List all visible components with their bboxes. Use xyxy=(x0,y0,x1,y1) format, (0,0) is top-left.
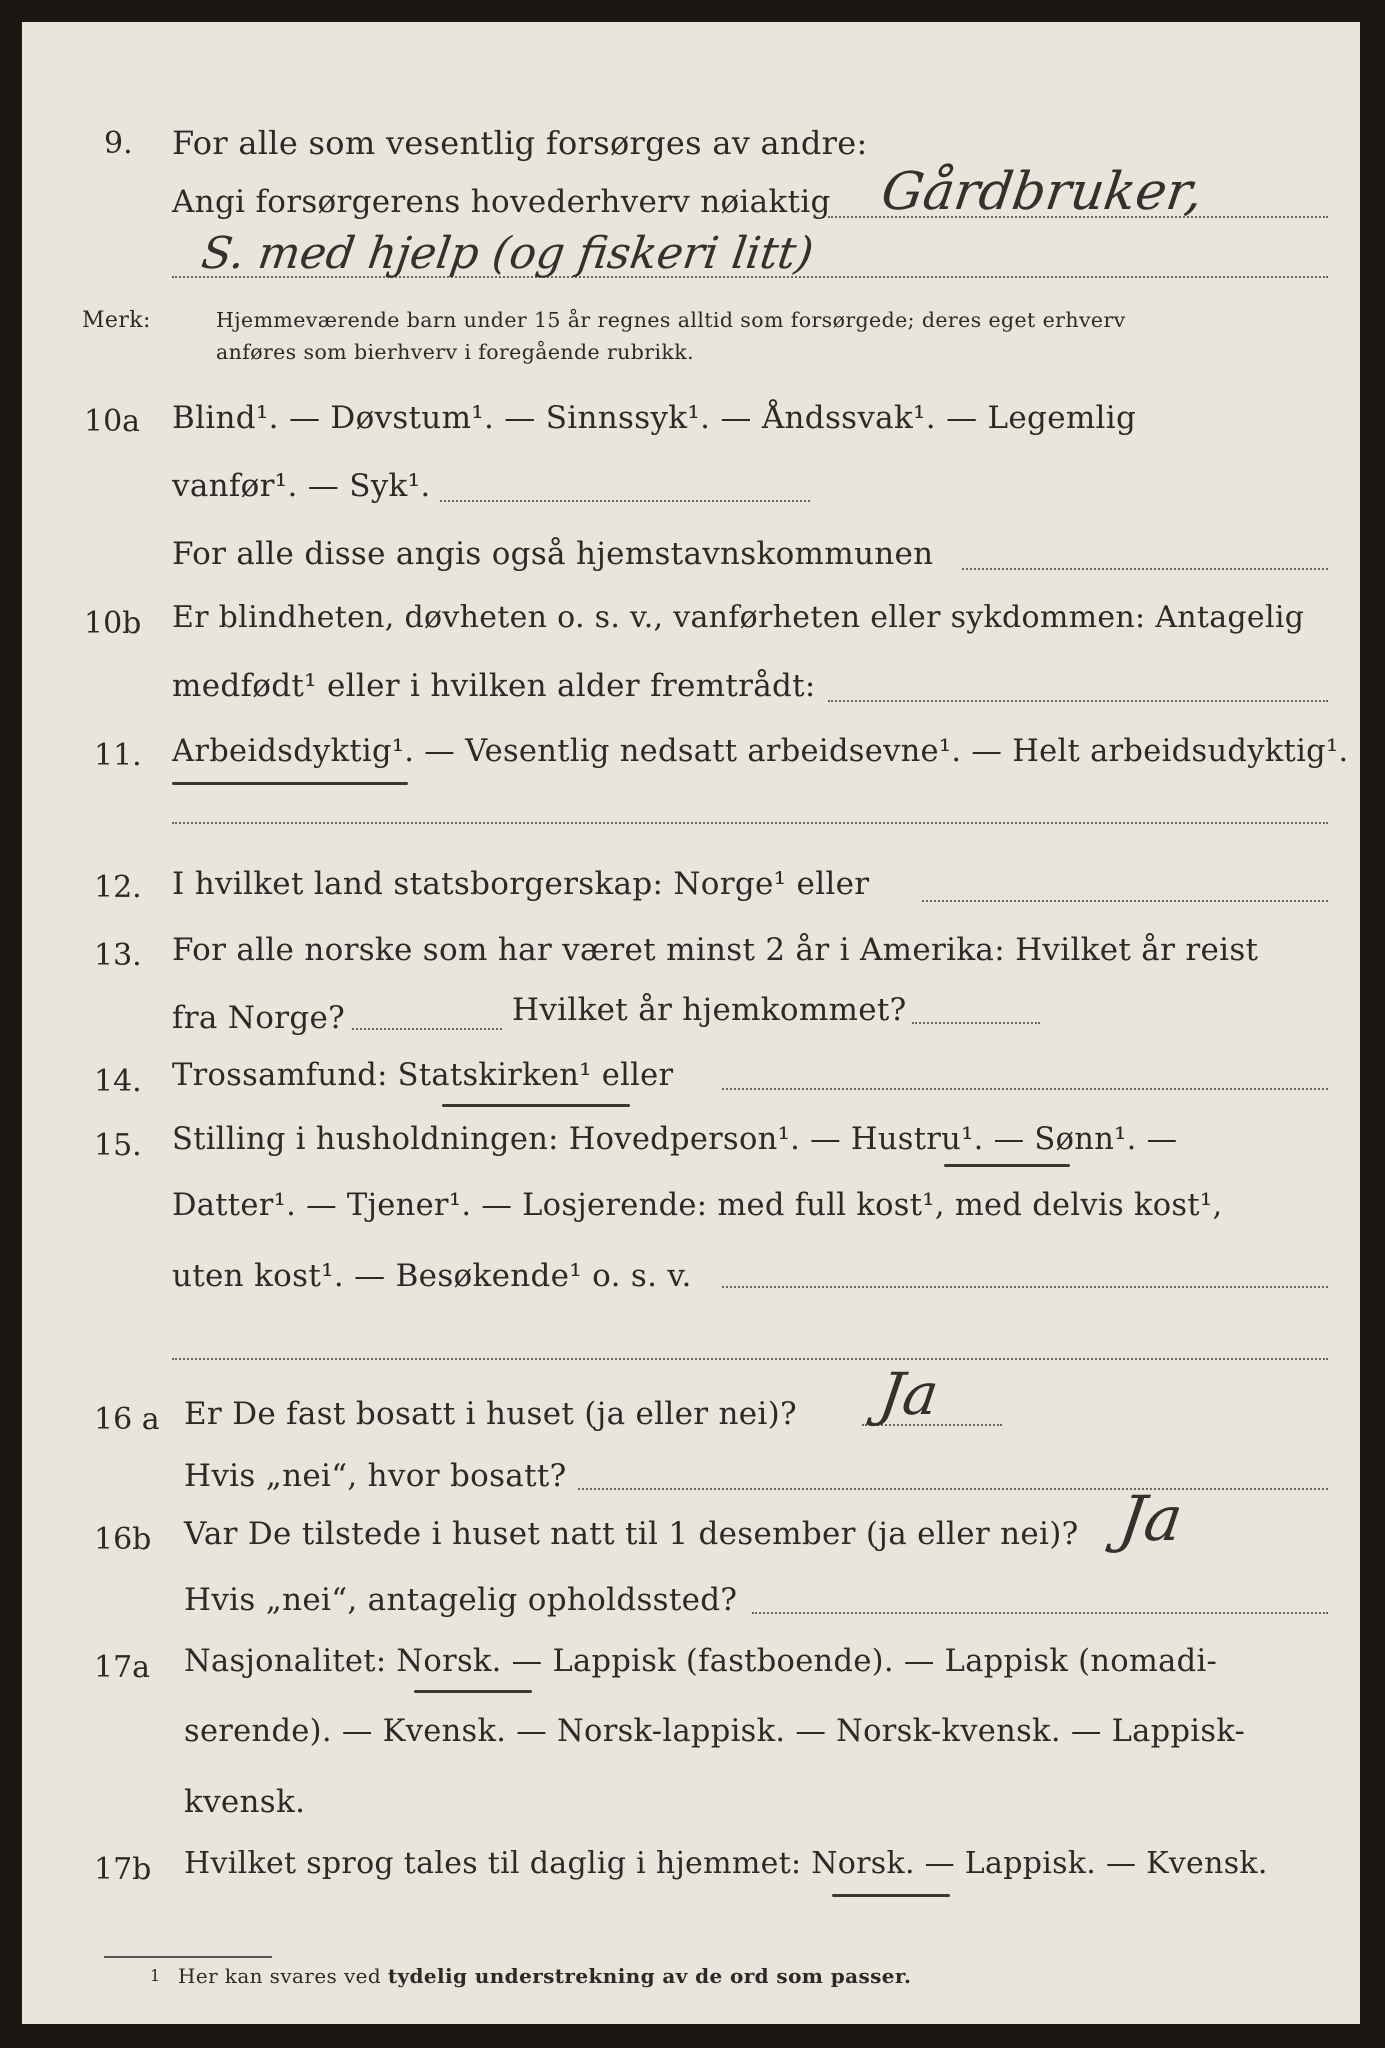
q15-number: 15. xyxy=(94,1128,142,1163)
q13-answer-hjemkommet xyxy=(912,1022,1040,1024)
q10a-number: 10a xyxy=(84,404,141,439)
footnote-text-bold: tydelig understrekning av de ord som passer. xyxy=(387,1964,912,1988)
q10a-answer-line3 xyxy=(962,568,1328,570)
q12-line1: I hvilket land statsborgerskap: Norge¹ eller xyxy=(172,866,870,902)
q14-number: 14. xyxy=(94,1064,142,1099)
q15-answer-line4 xyxy=(172,1358,1328,1360)
q16b-line2: Hvis „nei“, antagelig opholdssted? xyxy=(184,1582,738,1618)
q10a-answer-line2 xyxy=(440,500,810,502)
census-form-page xyxy=(22,22,1360,2024)
q17b-number: 17b xyxy=(94,1852,152,1887)
merk-line1: Hjemmeværende barn under 15 år regnes alltid som forsørgede; deres eget erhverv xyxy=(216,308,1126,332)
merk-line2: anføres som bierhverv i foregående rubrikk. xyxy=(216,340,694,364)
q16b-line1: Var De tilstede i huset natt til 1 desember (ja eller nei)? xyxy=(184,1516,1079,1552)
q11-answer-line xyxy=(172,822,1328,824)
q16b-answer-line2 xyxy=(752,1612,1328,1614)
q15-line3: uten kost¹. — Besøkende¹ o. s. v. xyxy=(172,1258,692,1294)
q12-answer-line xyxy=(922,900,1328,902)
q15-answer-line3 xyxy=(722,1286,1328,1288)
q16a-answer-line2 xyxy=(578,1488,1328,1490)
q17a-underline-norsk xyxy=(414,1690,532,1693)
q10b-line2: medfødt¹ eller i hvilken alder fremtrådt: xyxy=(172,668,816,704)
footnote-mark: 1 xyxy=(150,1966,161,1985)
q16a-line2: Hvis „nei“, hvor bosatt? xyxy=(184,1458,567,1494)
merk-label: Merk: xyxy=(82,308,151,333)
q13-answer-reist xyxy=(352,1028,502,1030)
q17b-underline-norsk xyxy=(832,1894,950,1897)
q10b-number: 10b xyxy=(84,606,142,641)
q10b-answer-line xyxy=(828,700,1328,702)
q9-number: 9. xyxy=(104,126,133,161)
q13-line2b: Hvilket år hjemkommet? xyxy=(512,992,907,1028)
q14-line1: Trossamfund: Statskirken¹ eller xyxy=(172,1058,674,1093)
q13-number: 13. xyxy=(94,938,142,973)
q9-line2: Angi forsørgerens hovederhverv nøiaktig xyxy=(172,184,831,220)
q9-line1: For alle som vesentlig forsørges av andre: xyxy=(172,124,868,162)
q17b-line1: Hvilket sprog tales til daglig i hjemmet: Norsk. — Lappisk. — Kvensk. xyxy=(184,1846,1268,1881)
footnote-rule xyxy=(104,1956,272,1958)
q17a-line2: serende). — Kvensk. — Norsk-lappisk. — Norsk-kvensk. — Lappisk- xyxy=(184,1714,1246,1749)
q12-number: 12. xyxy=(94,870,142,905)
q10a-line3: For alle disse angis også hjemstavnskommunen xyxy=(172,536,934,572)
q14-underline-statskirken xyxy=(442,1104,630,1107)
q9-handwritten-answer1: Gårdbruker, xyxy=(877,162,1207,222)
q15-line2: Datter¹. — Tjener¹. — Losjerende: med full kost¹, med delvis kost¹, xyxy=(172,1188,1223,1223)
q11-underline-arbeidsdyktig xyxy=(172,782,408,785)
q16a-line1: Er De fast bosatt i huset (ja eller nei)? xyxy=(184,1396,797,1432)
q10a-line1: Blind¹. — Døvstum¹. — Sinnssyk¹. — Åndssvak¹. — Legemlig xyxy=(172,400,1137,436)
footnote-text-pre: Her kan svares ved xyxy=(178,1964,382,1988)
q14-answer-line xyxy=(722,1088,1328,1090)
q11-line1: Arbeidsdyktig¹. — Vesentlig nedsatt arbeidsevne¹. — Helt arbeidsudyktig¹. xyxy=(172,734,1349,769)
q10a-line2: vanfør¹. — Syk¹. xyxy=(172,468,431,504)
q16a-number: 16 a xyxy=(94,1402,160,1437)
q13-line1: For alle norske som har været minst 2 år i Amerika: Hvilket år reist xyxy=(172,932,1259,968)
q16b-number: 16b xyxy=(94,1522,152,1557)
q17a-line3: kvensk. xyxy=(184,1784,306,1820)
q10b-line1: Er blindheten, døvheten o. s. v., vanførheten eller sykdommen: Antagelig xyxy=(172,600,1305,635)
footnote-text xyxy=(178,1964,911,1988)
q17a-line1: Nasjonalitet: Norsk. — Lappisk (fastboende). — Lappisk (nomadi- xyxy=(184,1644,1218,1679)
q16b-handwritten-answer: Ja xyxy=(1114,1482,1187,1555)
q16a-handwritten-answer: Ja xyxy=(875,1360,943,1428)
q15-line1: Stilling i husholdningen: Hovedperson¹. — Hustru¹. — Sønn¹. — xyxy=(172,1122,1178,1157)
q17a-number: 17a xyxy=(94,1650,151,1685)
q9-handwritten-answer2: S. med hjelp (og fiskeri litt) xyxy=(198,228,817,279)
q15-underline-hustru xyxy=(944,1164,1070,1167)
q11-number: 11. xyxy=(94,738,142,773)
q13-line2a: fra Norge? xyxy=(172,1000,346,1036)
